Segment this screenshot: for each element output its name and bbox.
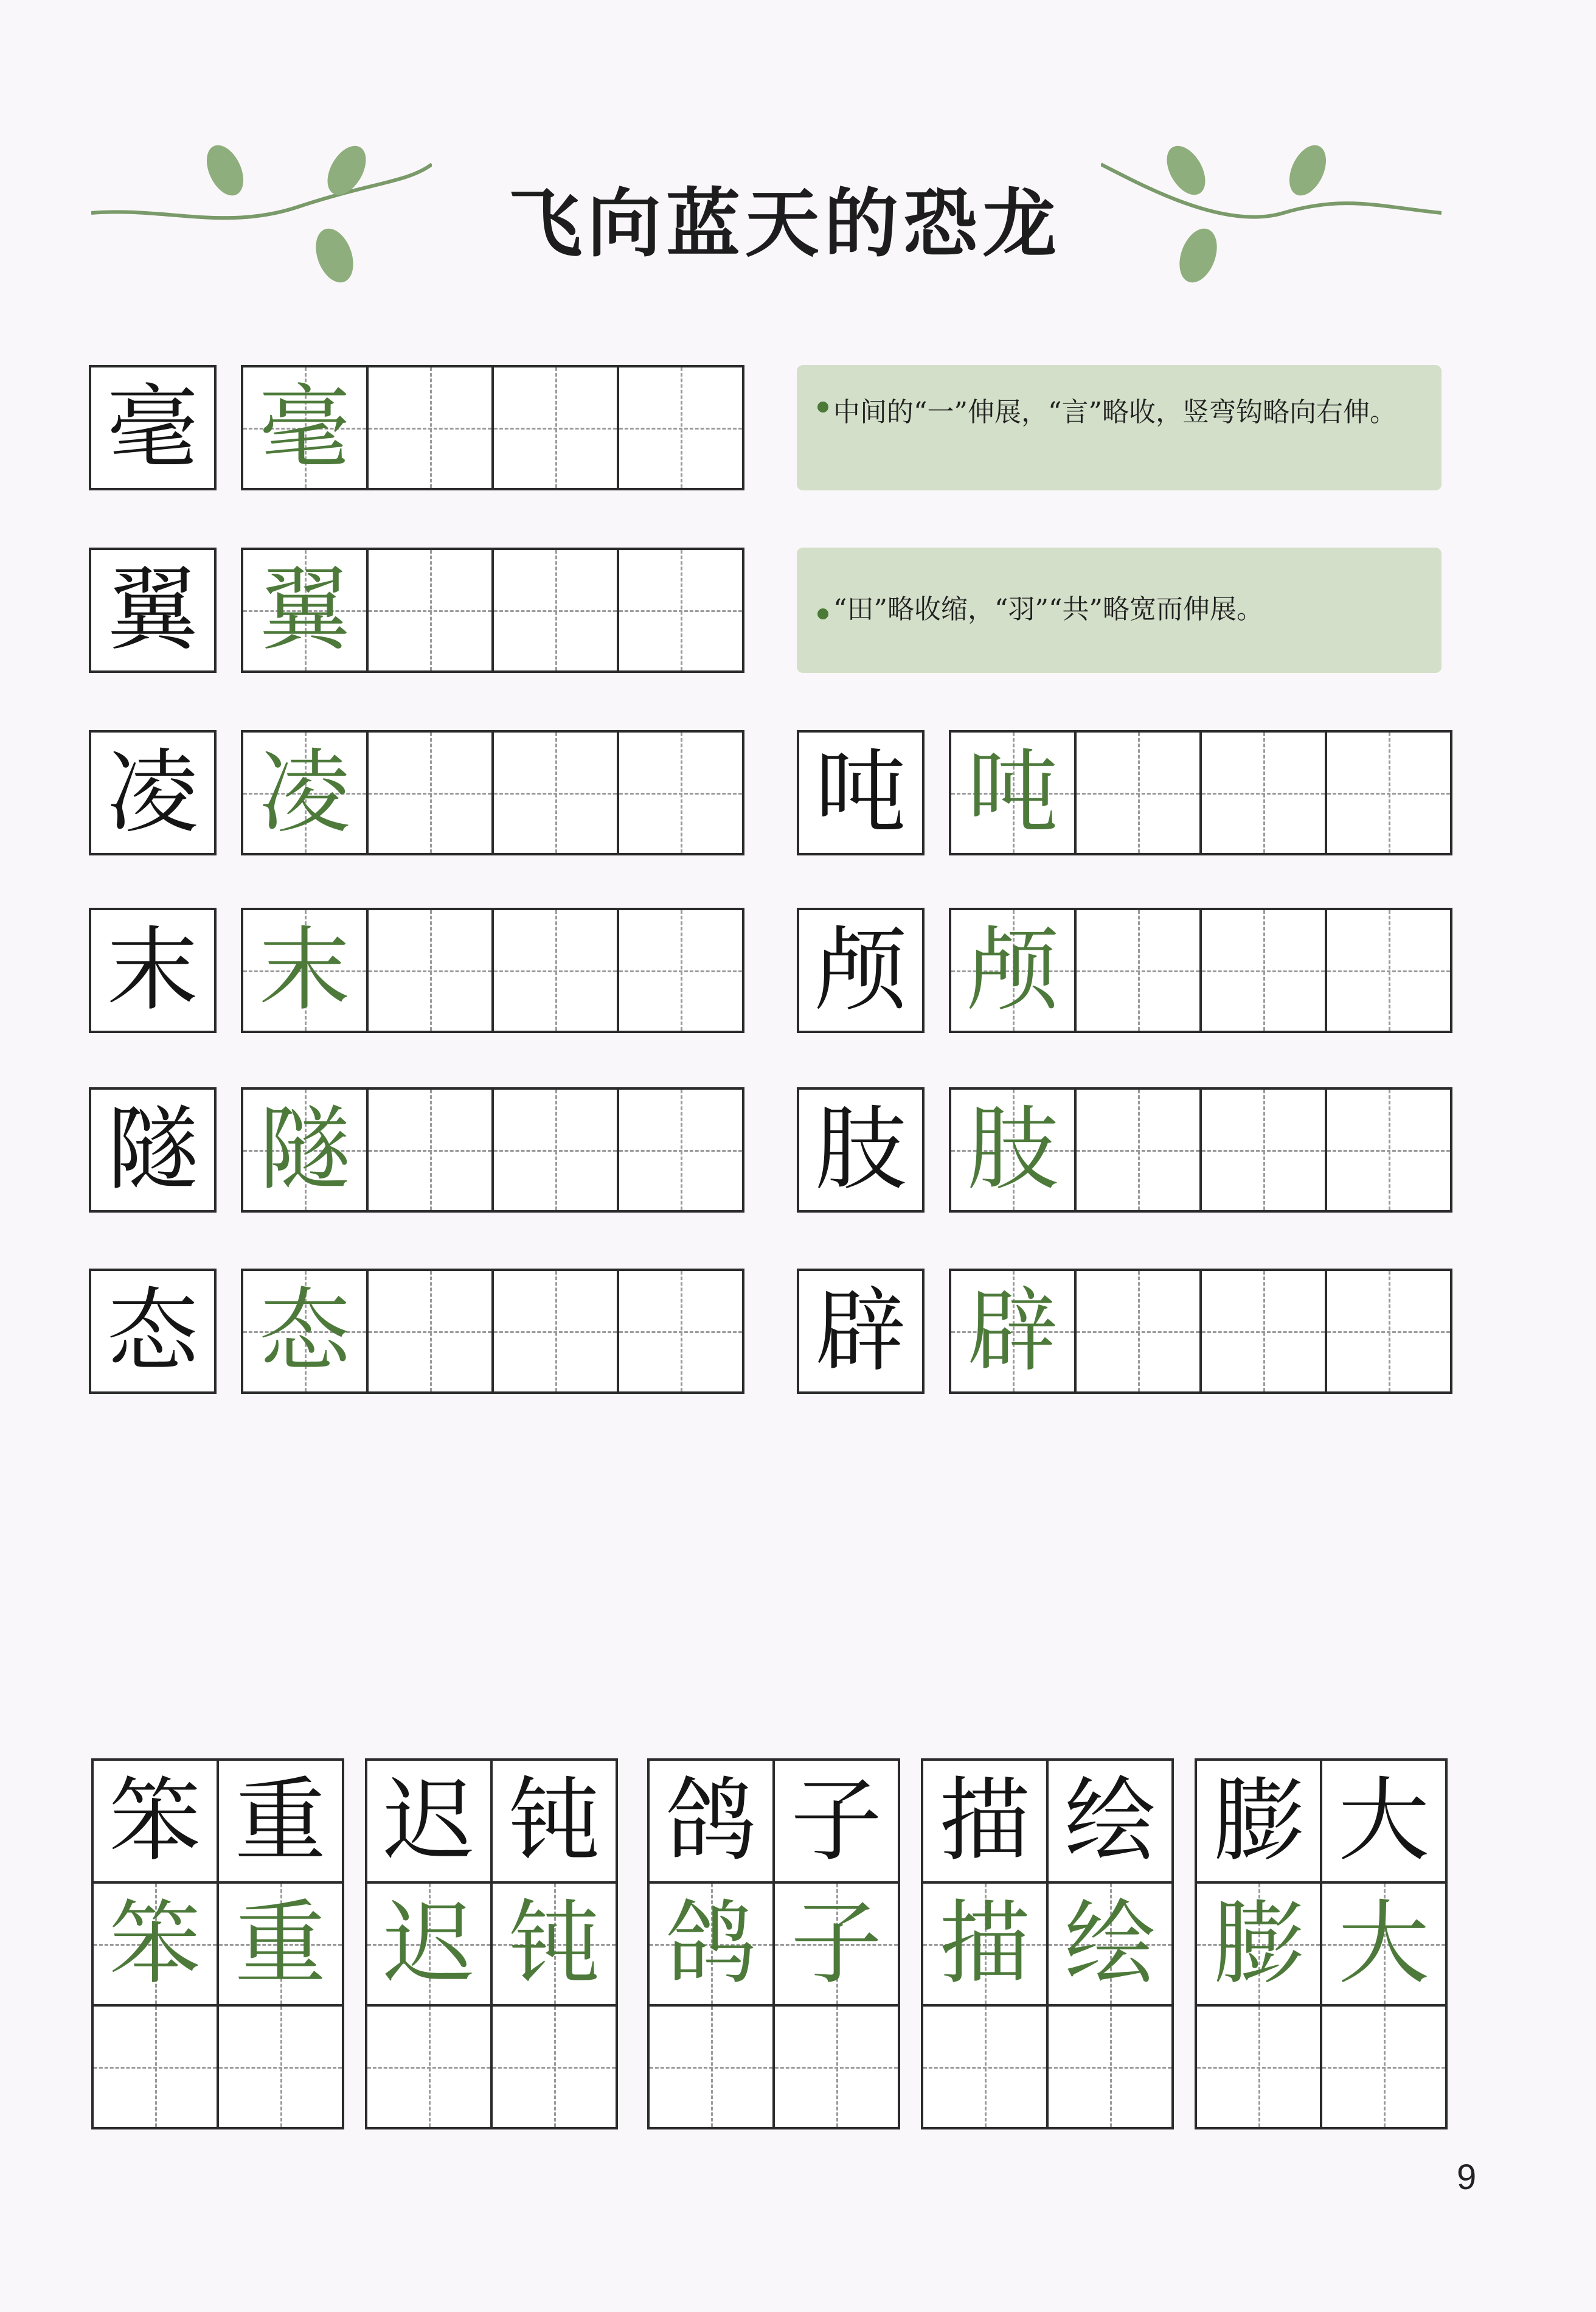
model-char-cell [797,1269,925,1394]
model-char-cell [797,908,925,1033]
trace-character: 大 [1338,1891,1429,1997]
guide-line [369,970,491,972]
guide-line [923,2067,1046,2069]
blank-practice-cell [217,2004,344,2129]
model-character: 肢 [814,1097,906,1203]
blank-practice-cell [1074,730,1202,855]
blank-practice-cell [1074,1087,1202,1213]
blank-practice-cell [491,730,619,855]
trace-character: 子 [790,1891,882,1997]
model-char-cell [91,1758,219,1884]
blank-practice-cell [772,2004,900,2129]
guide-line [619,610,742,612]
trace-character: 末 [258,917,350,1023]
guide-line [1197,2067,1320,2069]
trace-character: 肢 [966,1097,1058,1203]
trace-char-cell [241,908,369,1033]
guide-line [1327,1331,1450,1333]
word-practice-column [921,1758,1175,2127]
blank-practice-cell [1325,730,1452,855]
writing-tip: “田”略收缩，“羽”“共”略宽而伸展。 [797,548,1442,673]
model-char-cell [89,1269,217,1394]
guide-line [1322,2067,1445,2069]
guide-line [650,2067,772,2069]
guide-line [369,1150,491,1152]
blank-practice-cell [491,365,619,490]
model-char-cell [490,1758,618,1884]
model-character: 子 [790,1768,882,1874]
blank-practice-cell [1325,908,1452,1033]
model-char-cell [89,548,217,673]
trace-char-cell [949,1087,1077,1213]
blank-practice-cell [617,1269,744,1394]
model-char-cell [89,730,217,855]
guide-line [619,428,742,430]
guide-line [1077,793,1199,795]
blank-practice-cell [366,1087,494,1213]
practice-row [89,548,742,673]
blank-practice-cell [617,548,744,673]
blank-practice-cell [617,730,744,855]
model-char-cell [1195,1758,1322,1884]
guide-line [619,1331,742,1333]
model-char-cell [365,1758,493,1884]
model-character: 描 [939,1768,1030,1874]
practice-row [89,730,742,855]
model-character: 翼 [106,557,198,663]
trace-character: 重 [234,1891,326,1997]
practice-row [89,1269,742,1394]
guide-line [494,610,617,612]
guide-line [1077,1331,1199,1333]
blank-practice-cell [366,730,494,855]
guide-line [494,793,617,795]
guide-line [94,2067,217,2069]
blank-practice-cell [490,2004,618,2129]
guide-line [1202,1331,1325,1333]
model-char-cell [89,1087,217,1213]
blank-practice-cell [1199,1087,1327,1213]
trace-char-cell [91,1881,219,2007]
practice-row [797,908,1450,1033]
trace-character: 膨 [1212,1891,1304,1997]
guide-line [619,970,742,972]
trace-character: 毫 [258,375,350,481]
blank-practice-cell [1074,1269,1202,1394]
blank-practice-cell [1199,908,1327,1033]
practice-row [797,1269,1450,1394]
guide-line [1202,793,1325,795]
blank-practice-cell [491,1087,619,1213]
blank-practice-cell [647,2004,775,2129]
guide-line [1327,793,1450,795]
trace-character: 隧 [258,1097,350,1203]
blank-practice-cell [491,548,619,673]
model-char-cell [772,1758,900,1884]
guide-line [494,970,617,972]
guide-line [219,2067,342,2069]
guide-line [1049,2067,1171,2069]
model-character: 迟 [383,1768,474,1874]
guide-line [775,2067,898,2069]
guide-line [369,793,491,795]
trace-character: 描 [939,1891,1030,1997]
model-character: 颅 [814,917,906,1023]
model-character: 末 [106,917,198,1023]
trace-char-cell [921,1881,1049,2007]
guide-line [619,1150,742,1152]
guide-line [619,793,742,795]
model-character: 吨 [814,740,906,846]
blank-practice-cell [1074,908,1202,1033]
practice-row [89,908,742,1033]
guide-line [1077,970,1199,972]
guide-line [494,1331,617,1333]
blank-practice-cell [1195,2004,1322,2129]
guide-line [1327,1150,1450,1152]
model-character: 辟 [814,1278,906,1384]
model-char-cell [797,730,925,855]
guide-line [369,428,491,430]
blank-practice-cell [366,1269,494,1394]
guide-line [494,1150,617,1152]
model-character: 鸽 [665,1768,757,1874]
model-char-cell [1320,1758,1448,1884]
trace-char-cell [1320,1881,1448,2007]
word-practice-column [91,1758,345,2127]
trace-character: 钝 [508,1891,600,1997]
blank-practice-cell [617,365,744,490]
trace-char-cell [217,1881,344,2007]
bullet-icon [817,402,828,413]
guide-line [493,2067,616,2069]
practice-row [797,730,1450,855]
model-char-cell [921,1758,1049,1884]
writing-tip: 中间的“一”伸展，“言”略收，竖弯钩略向右伸。 [797,365,1442,490]
trace-char-cell [949,730,1077,855]
trace-character: 迟 [383,1891,474,1997]
blank-practice-cell [91,2004,219,2129]
trace-char-cell [241,1269,369,1394]
model-char-cell [797,1087,925,1213]
trace-char-cell [241,730,369,855]
trace-character: 态 [258,1278,350,1384]
model-char-cell [89,365,217,490]
trace-character: 凌 [258,740,350,846]
blank-practice-cell [1199,1269,1327,1394]
model-character: 凌 [106,740,198,846]
bullet-icon [817,608,828,619]
blank-practice-cell [617,1087,744,1213]
trace-char-cell [647,1881,775,2007]
model-char-cell [89,908,217,1033]
model-character: 大 [1338,1768,1429,1874]
trace-char-cell [1195,1881,1322,2007]
word-practice-column [365,1758,619,2127]
word-practice-column [647,1758,901,2127]
page-title: 飞向蓝天的恐龙 [508,179,1061,267]
blank-practice-cell [1325,1087,1452,1213]
model-character: 膨 [1212,1768,1304,1874]
trace-char-cell [365,1881,493,2007]
trace-char-cell [241,548,369,673]
model-character: 钝 [508,1768,600,1874]
word-practice-column [1195,1758,1449,2127]
blank-practice-cell [921,2004,1049,2129]
model-character: 笨 [109,1768,201,1874]
blank-practice-cell [491,1269,619,1394]
left-vine-decoration [91,140,432,298]
page-number: 9 [1457,2157,1477,2197]
trace-char-cell [241,1087,369,1213]
trace-character: 吨 [966,740,1058,846]
practice-row [89,1087,742,1213]
trace-char-cell [949,1269,1077,1394]
model-character: 隧 [106,1097,198,1203]
right-vine-decoration [1101,140,1442,298]
model-character: 态 [106,1278,198,1384]
trace-character: 笨 [109,1891,201,1997]
guide-line [1077,1150,1199,1152]
model-character: 绘 [1064,1768,1156,1874]
trace-char-cell [241,365,369,490]
model-character: 重 [234,1768,326,1874]
trace-character: 绘 [1064,1891,1156,1997]
blank-practice-cell [617,908,744,1033]
trace-character: 辟 [966,1278,1058,1384]
trace-char-cell [949,908,1077,1033]
model-char-cell [1046,1758,1174,1884]
blank-practice-cell [1046,2004,1174,2129]
blank-practice-cell [1199,730,1327,855]
guide-line [369,1331,491,1333]
trace-character: 翼 [258,557,350,663]
trace-char-cell [772,1881,900,2007]
guide-line [1327,970,1450,972]
trace-char-cell [490,1881,618,2007]
blank-practice-cell [1325,1269,1452,1394]
trace-character: 鸽 [665,1891,757,1997]
trace-char-cell [1046,1881,1174,2007]
practice-row [89,365,742,490]
blank-practice-cell [366,908,494,1033]
guide-line [1202,970,1325,972]
blank-practice-cell [366,365,494,490]
blank-practice-cell [366,548,494,673]
practice-row [797,1087,1450,1213]
trace-character: 颅 [966,917,1058,1023]
model-character: 毫 [106,375,198,481]
guide-line [369,610,491,612]
guide-line [494,428,617,430]
guide-line [1202,1150,1325,1152]
blank-practice-cell [365,2004,493,2129]
model-char-cell [217,1758,344,1884]
title-area [0,140,1596,298]
blank-practice-cell [491,908,619,1033]
blank-practice-cell [1320,2004,1448,2129]
guide-line [367,2067,490,2069]
model-char-cell [647,1758,775,1884]
